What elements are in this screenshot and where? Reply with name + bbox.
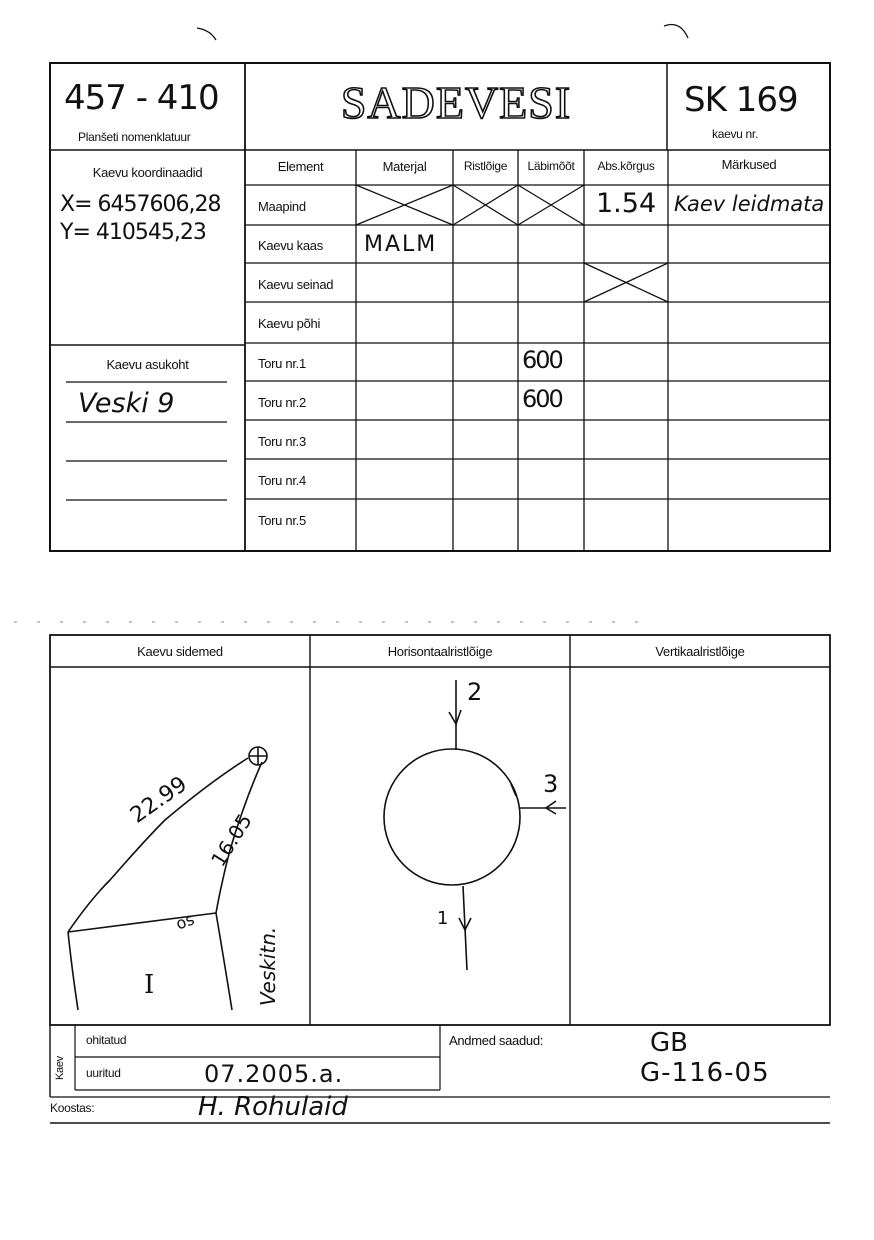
pipe-label-1: 1 — [437, 908, 449, 929]
footer-row1-label: ohitatud — [86, 1033, 127, 1047]
horizontal-section-drawing — [384, 680, 566, 970]
street-label: Veskitn. — [256, 926, 280, 1006]
pipe-label-3: 3 — [543, 770, 559, 798]
data-source-code: G-116-05 — [640, 1058, 770, 1088]
table-row-label: Kaevu põhi — [258, 316, 321, 331]
location-label: Kaevu asukoht — [106, 357, 189, 372]
table-row-label: Toru nr.5 — [258, 513, 306, 528]
pipe1-diameter: 600 — [522, 346, 562, 374]
col-header-element: Element — [277, 159, 324, 174]
compiled-by-value: H. Rohulaid — [198, 1092, 348, 1122]
data-source-value: GB — [650, 1028, 688, 1058]
table-row-label: Maapind — [258, 199, 306, 214]
sheet-label: Planšeti nomenklatuur — [78, 130, 191, 144]
col-header-material: Materjal — [382, 159, 427, 174]
sheet-number: 457 - 410 — [64, 78, 219, 118]
punch-mark-right — [664, 25, 688, 39]
ground-abs-height: 1.54 — [596, 188, 657, 219]
cover-material: MALM — [364, 232, 438, 257]
pipe-label-2: 2 — [467, 678, 483, 706]
page-title: SADEVESI — [340, 77, 572, 128]
data-source-label: Andmed saadud: — [449, 1033, 544, 1048]
tie-distance-2: 16.05 — [206, 809, 257, 871]
table-row-label: Toru nr.3 — [258, 434, 306, 449]
footer-row2-label: uuritud — [86, 1066, 121, 1080]
table-row-label: Toru nr.2 — [258, 395, 306, 410]
manhole-circle — [384, 749, 520, 885]
location-value: Veski 9 — [78, 388, 175, 419]
well-number: SK 169 — [684, 80, 798, 120]
punch-mark-left — [197, 28, 216, 40]
col-header-abs-height: Abs.kõrgus — [597, 159, 655, 173]
col-header-diameter: Läbimõõt — [527, 159, 575, 173]
footer-side-label: Kaev — [54, 1056, 66, 1080]
ground-notes: Kaev leidmata — [674, 192, 825, 216]
sketch-col-vertical: Vertikaalristlõige — [655, 644, 745, 659]
sketch-frame — [50, 635, 830, 1025]
compiled-by-label: Koostas: — [50, 1101, 95, 1115]
col-header-cross-section: Ristlõige — [463, 159, 508, 173]
building-number: I — [144, 970, 155, 1000]
sketch-col-ties: Kaevu sidemed — [137, 644, 223, 659]
tie-distance-1: 22.99 — [126, 771, 192, 829]
coord-y: Y= 410545,23 — [60, 220, 206, 245]
table-row-label: Toru nr.1 — [258, 356, 306, 371]
col-header-notes: Märkused — [721, 157, 777, 172]
coordinates-label: Kaevu koordinaadid — [92, 165, 203, 180]
well-number-label: kaevu nr. — [712, 127, 758, 141]
survey-date: 07.2005.a. — [204, 1060, 344, 1088]
building-label-os: os — [173, 909, 197, 934]
table-row-label: Toru nr.4 — [258, 473, 306, 488]
table-row-label: Kaevu kaas — [258, 238, 323, 253]
table-row-label: Kaevu seinad — [258, 277, 334, 292]
pipe2-diameter: 600 — [522, 385, 562, 413]
sketch-col-horizontal: Horisontaalristlõige — [387, 644, 493, 659]
coord-x: X= 6457606,28 — [60, 192, 221, 217]
